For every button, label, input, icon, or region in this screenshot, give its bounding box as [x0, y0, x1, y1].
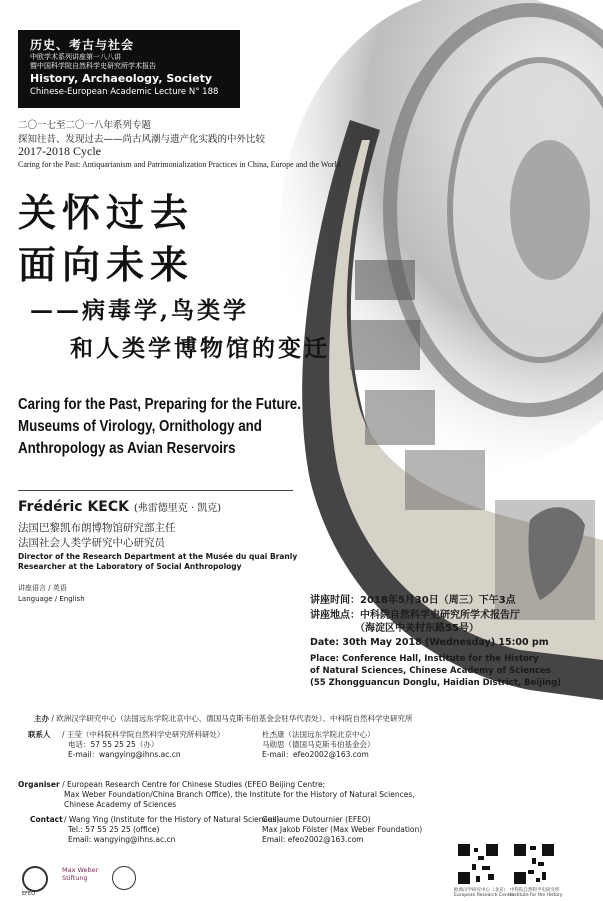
organiser-en-line3: Chinese Academy of Sciences: [64, 800, 177, 809]
qr-caption-2b: Institute for the History: [510, 893, 563, 898]
contact-zh-2: [262, 730, 375, 760]
cycle-en-line1: 2017-2018 Cycle: [18, 144, 101, 158]
contact-zh-1: [62, 730, 224, 760]
series-subtitle-zh-1: 中欧学术系列讲座第一八八讲: [30, 53, 121, 61]
title-en-line2: Museums of Virology, Ornithology and: [18, 418, 262, 435]
series-title-en: History, Archaeology, Society: [30, 72, 213, 85]
speaker-name: [18, 499, 221, 515]
series-header-box: [18, 30, 240, 108]
affiliation-zh-1: 法国巴黎凯布朗博物馆研究部主任: [18, 522, 176, 534]
contact-en-2-name: Guillaume Dutournier (EFEO): [262, 815, 371, 824]
qr-code-2: [512, 842, 556, 886]
organizer-zh: [34, 714, 413, 724]
contact-en-2-name2: Max Jakob Fölster (Max Weber Foundation): [262, 825, 423, 834]
divider: [18, 490, 293, 491]
efeo-logo-text: EFEO: [22, 891, 36, 897]
efeo-logo: [22, 866, 48, 892]
organiser-en-label: Organiser: [18, 780, 60, 789]
organiser-en-line2: Max Weber Foundation/China Branch Office), the Institute for the History of Natural Sciences,: [64, 790, 415, 799]
event-place-en-2: of Natural Sciences, Chinese Academy of Sciences: [310, 666, 551, 676]
contact-zh-1-mail: E-mail：wangying@ihns.ac.cn: [68, 750, 181, 759]
contact-zh-2-name2: 马勋思（德国马克斯韦伯基金会）: [262, 740, 375, 749]
affiliation-zh-2: 法国社会人类学研究中心研究员: [18, 537, 165, 549]
contact-en-1-name: / Wang Ying (Institute for the History of Natural Sciences): [64, 815, 280, 824]
contact-en-2: [262, 815, 422, 845]
event-place-en-1: Place: Conference Hall, Institute for the History: [310, 654, 539, 664]
cycle-en-line2: Caring for the Past: Antiquarianism and Patrimonialization Practices in China, Europe and the World: [18, 160, 341, 169]
event-time-zh: 讲座时间：2018年5月30日（周三）下午3点: [310, 595, 516, 606]
series-subtitle-zh: [30, 53, 156, 71]
title-zh-line3: ——病毒学,鸟类学: [30, 297, 250, 324]
series-title-zh: 历史、考古与社会: [30, 38, 135, 52]
affiliation-en-2: Researcher at the Laboratory of Social Anthropology: [18, 562, 242, 571]
ihns-logo: [112, 866, 136, 890]
language-zh: 讲座语言 / 英语: [18, 584, 67, 592]
event-place-zh-2: （海淀区中关村东路55号）: [355, 623, 479, 634]
speaker-name-zh: (弗雷德里克 · 凯克): [133, 503, 222, 514]
contact-en-1-tel: Tel.: 57 55 25 25 (office): [68, 825, 160, 834]
organizer-zh-label: 主办: [34, 714, 49, 723]
qr-caption-1: [454, 887, 514, 898]
title-zh-line1: 关怀过去: [18, 190, 195, 235]
language-en: Language / English: [18, 595, 85, 603]
event-date-en: Date: 30th May 2018 (Wednesday) 15:00 pm: [310, 637, 549, 648]
contact-zh-2-name: 杜杰康（法国远东学院北京中心）: [262, 730, 375, 739]
qr-caption-2: [510, 887, 563, 898]
contact-en-label-text: Contact: [30, 815, 63, 824]
title-zh-line4: 和人类学博物馆的变迁: [70, 335, 330, 362]
series-subtitle-en: Chinese-European Academic Lecture N° 188: [30, 87, 219, 97]
contact-en-2-mail: Email: efeo2002@163.com: [262, 835, 364, 844]
organiser-en-line1: / European Research Centre for Chinese Studies (EFEO Beijing Centre;: [62, 780, 326, 789]
event-place-zh-1: 讲座地点：中科院自然科学史研究所学术报告厅: [310, 610, 520, 621]
cycle-zh-line1: 二〇一七至二〇一八年系列专题: [18, 120, 152, 131]
organizer-zh-text: / 欧洲汉学研究中心（法国远东学院北京中心、德国马克斯韦伯基金会驻华代表处）、中科院自然科学史研究所: [51, 714, 413, 723]
max-weber-logo-1: Max Weber: [62, 866, 99, 874]
contact-zh-label: [28, 730, 51, 740]
qr-caption-2a: 中科院自然科学史研究所: [510, 888, 560, 893]
title-en-line1: Caring for the Past, Preparing for the Future.: [18, 396, 301, 413]
contact-zh-1-name: / 王莹（中科院科学院自然科学史研究所科研处）: [62, 730, 225, 739]
max-weber-logo-2: Stiftung: [62, 874, 88, 882]
series-subtitle-zh-2: 暨中国科学院自然科学史研究所学术报告: [30, 62, 156, 70]
event-place-en-3: (55 Zhongguancun Donglu, Haidian District, Beijing): [310, 678, 562, 688]
speaker-name-en: Frédéric KECK: [18, 499, 129, 515]
organiser-en: [18, 780, 415, 810]
qr-caption-1b: European Research Centre: [454, 893, 514, 898]
affiliation-en-1: Director of the Research Department at the Musée du quai Branly: [18, 552, 298, 561]
contact-zh-2-mail: E-mail：efeo2002@163.com: [262, 750, 369, 759]
contact-en-1-mail: Email: wangying@ihns.ac.cn: [68, 835, 176, 844]
title-en-line3: Anthropology as Avian Reservoirs: [18, 440, 236, 457]
qr-code-1: [456, 842, 500, 886]
contact-zh-label-text: 联系人: [28, 730, 51, 739]
contact-en-label: [30, 815, 63, 825]
contact-en-1: [64, 815, 279, 845]
qr-caption-1a: 欧洲汉学研究中心（北京）: [454, 888, 508, 893]
title-zh-line2: 面向未来: [18, 242, 195, 287]
cycle-zh-line2: 探知往昔、发现过去——尚古风潮与遗产化实践的中外比较: [18, 134, 266, 145]
max-weber-logo: [62, 866, 98, 882]
contact-zh-1-tel: 电话：57 55 25 25（办）: [68, 740, 159, 749]
